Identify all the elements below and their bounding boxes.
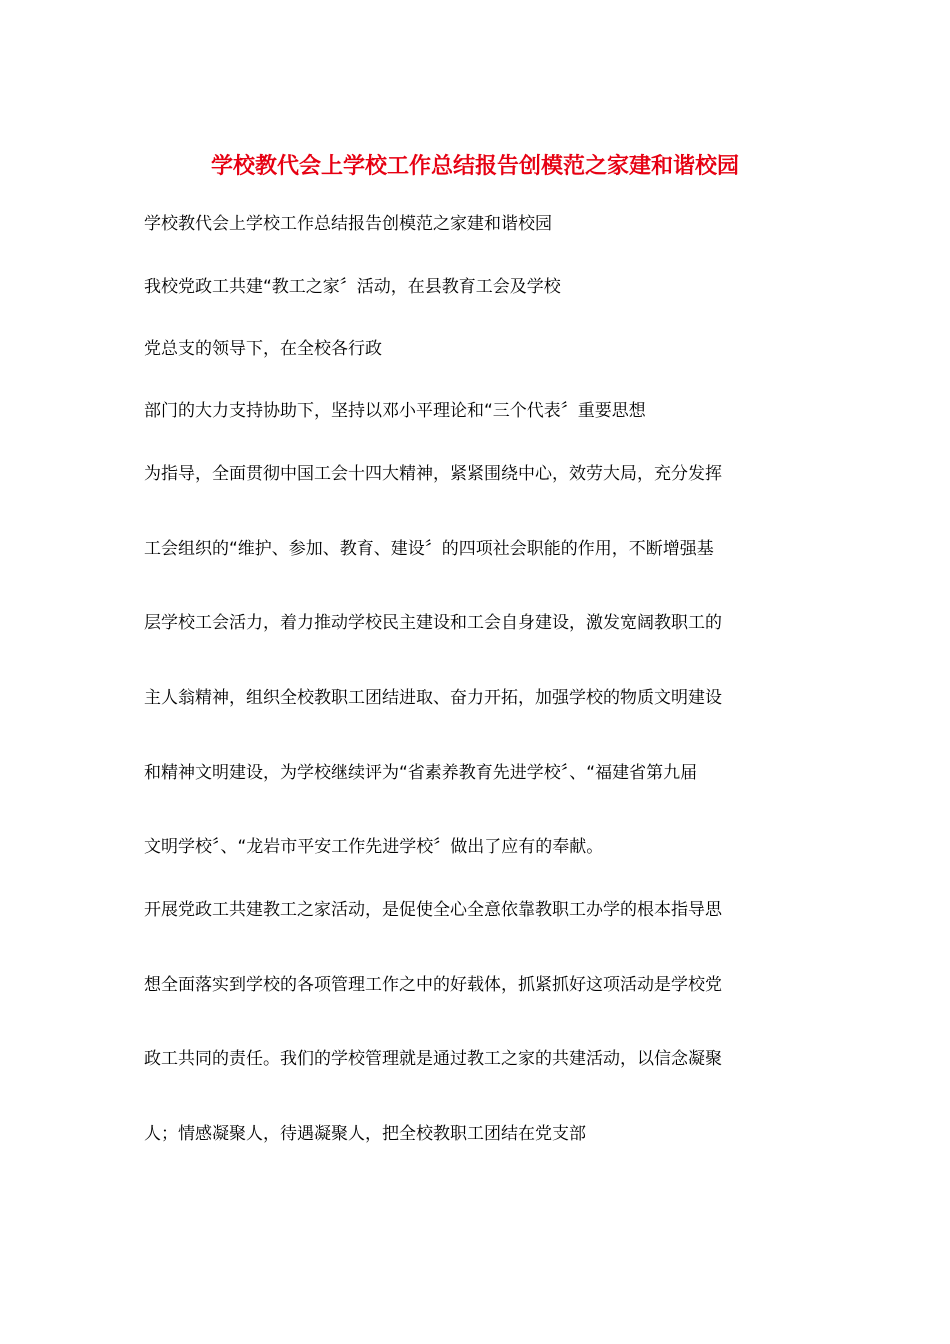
body-line-12: 想全面落实到学校的各项管理工作之中的好载体，抓紧抓好这项活动是学校党 — [144, 975, 722, 995]
body-line-11: 开展党政工共建教工之家活动，是促使全心全意依靠教职工办学的根本指导思 — [144, 900, 722, 920]
body-line-10: 文明学校〞、“龙岩市平安工作先进学校〞做出了应有的奉献。 — [144, 837, 604, 857]
body-line-14: 人；情感凝聚人，待遇凝聚人，把全校教职工团结在党支部 — [144, 1124, 586, 1144]
document-title: 学校教代会上学校工作总结报告创模范之家建和谐校园 — [210, 153, 739, 179]
body-line-7: 层学校工会活力，着力推动学校民主建设和工会自身建设，激发宽阔教职工的 — [144, 613, 722, 633]
body-line-3: 党总支的领导下，在全校各行政 — [144, 339, 382, 359]
body-line-4: 部门的大力支持协助下，坚持以邓小平理论和“三个代表〞重要思想 — [144, 401, 646, 421]
body-line-2: 我校党政工共建“教工之家〞活动，在县教育工会及学校 — [144, 277, 561, 297]
body-line-13: 政工共同的责任。我们的学校管理就是通过教工之家的共建活动，以信念凝聚 — [144, 1049, 722, 1069]
body-line-9: 和精神文明建设，为学校继续评为“省素养教育先进学校〞、“福建省第九届 — [144, 763, 698, 783]
body-line-6: 工会组织的“维护、参加、教育、建设〞的四项社会职能的作用，不断增强基 — [144, 539, 714, 559]
body-line-8: 主人翁精神，组织全校教职工团结进取、奋力开拓，加强学校的物质文明建设 — [144, 688, 722, 708]
body-line-5: 为指导，全面贯彻中国工会十四大精神，紧紧围绕中心，效劳大局，充分发挥 — [144, 464, 722, 484]
body-line-1: 学校教代会上学校工作总结报告创模范之家建和谐校园 — [144, 214, 552, 234]
